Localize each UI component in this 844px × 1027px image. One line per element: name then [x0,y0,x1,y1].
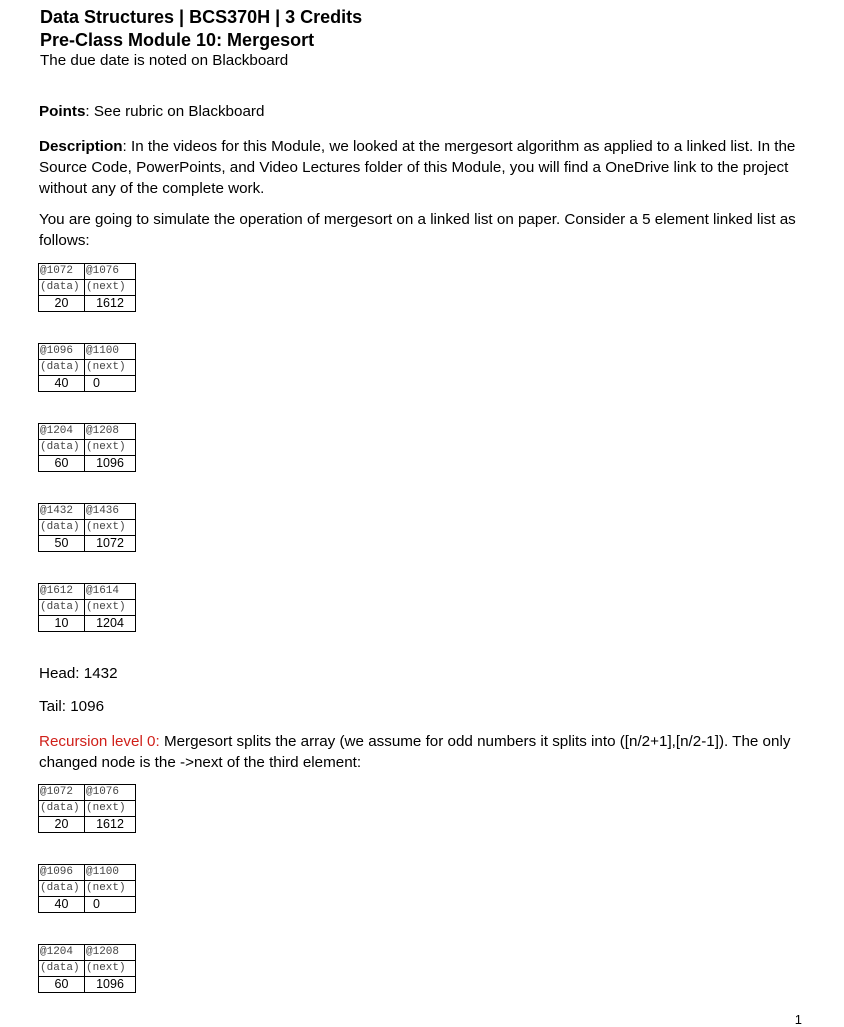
node-next-value: 0 [85,897,136,913]
node-data-value: 40 [39,897,85,913]
node-next-label: (next) [85,520,136,536]
description-label: Description [39,138,123,155]
points-text: : See rubric on Blackboard [85,103,265,120]
node-data-value: 60 [39,456,85,472]
node-next-label: (next) [85,881,136,897]
node-data-value: 60 [39,977,85,993]
node-next-label: (next) [85,360,136,376]
node-data-address: @1204 [39,945,85,961]
list-node [38,784,136,833]
node-next-address: @1208 [85,424,136,440]
points-label: Points [39,103,86,120]
node-next-value: 0 [85,376,136,392]
node-next-address: @1436 [85,504,136,520]
node-data-label: (data) [39,440,85,456]
node-next-label: (next) [85,961,136,977]
list-node [38,864,136,913]
node-data-label: (data) [39,520,85,536]
description-paragraph [39,136,809,199]
node-next-value: 1096 [85,456,136,472]
node-next-label: (next) [85,280,136,296]
node-data-label: (data) [39,360,85,376]
head-pointer: Head: 1432 [39,665,118,682]
node-data-value: 10 [39,616,85,632]
node-data-address: @1204 [39,424,85,440]
node-next-address: @1076 [85,264,136,280]
list-node [38,263,136,312]
node-next-value: 1612 [85,296,136,312]
node-data-label: (data) [39,600,85,616]
list-node [38,423,136,472]
simulate-paragraph: You are going to simulate the operation of mergesort on a linked list on paper. Consider a 5 element linked list as follows: [39,211,796,249]
node-next-label: (next) [85,600,136,616]
node-next-value: 1096 [85,977,136,993]
node-next-label: (next) [85,801,136,817]
node-data-label: (data) [39,881,85,897]
tail-pointer: Tail: 1096 [39,698,105,715]
course-title: Data Structures | BCS370H | 3 Credits [40,7,363,27]
description-text: : In the videos for this Module, we looked at the mergesort algorithm as applied to a linked list. In the Source Code, PowerPoints, and Video Lectures folder of this Module, you will find a OneDrive link to the project without any of the complete work. [39,138,796,197]
due-date-note: The due date is noted on Blackboard [40,52,289,69]
node-data-address: @1096 [39,344,85,360]
node-data-address: @1612 [39,584,85,600]
node-data-label: (data) [39,280,85,296]
node-data-value: 20 [39,817,85,833]
node-next-value: 1072 [85,536,136,552]
recursion-label: Recursion level 0: [39,733,160,750]
list-node [38,343,136,392]
page-number: 1 [794,1012,802,1027]
recursion-text: Mergesort splits the array (we assume for odd numbers it splits into ([n/2+1],[n/2-1]). The only changed node is the ->next of the third element: [39,733,791,771]
node-data-address: @1072 [39,264,85,280]
node-next-address: @1614 [85,584,136,600]
node-data-value: 40 [39,376,85,392]
node-data-address: @1432 [39,504,85,520]
node-next-label: (next) [85,440,136,456]
list-node [38,503,136,552]
points-line [39,102,264,122]
node-data-address: @1072 [39,785,85,801]
list-node [38,944,136,993]
node-next-address: @1076 [85,785,136,801]
node-data-address: @1096 [39,865,85,881]
module-title: Pre-Class Module 10: Mergesort [40,30,315,50]
node-next-value: 1612 [85,817,136,833]
node-data-label: (data) [39,801,85,817]
node-data-value: 20 [39,296,85,312]
node-data-label: (data) [39,961,85,977]
recursion-paragraph [39,731,809,773]
node-next-value: 1204 [85,616,136,632]
node-next-address: @1208 [85,945,136,961]
node-next-address: @1100 [85,344,136,360]
node-data-value: 50 [39,536,85,552]
node-next-address: @1100 [85,865,136,881]
list-node [38,583,136,632]
